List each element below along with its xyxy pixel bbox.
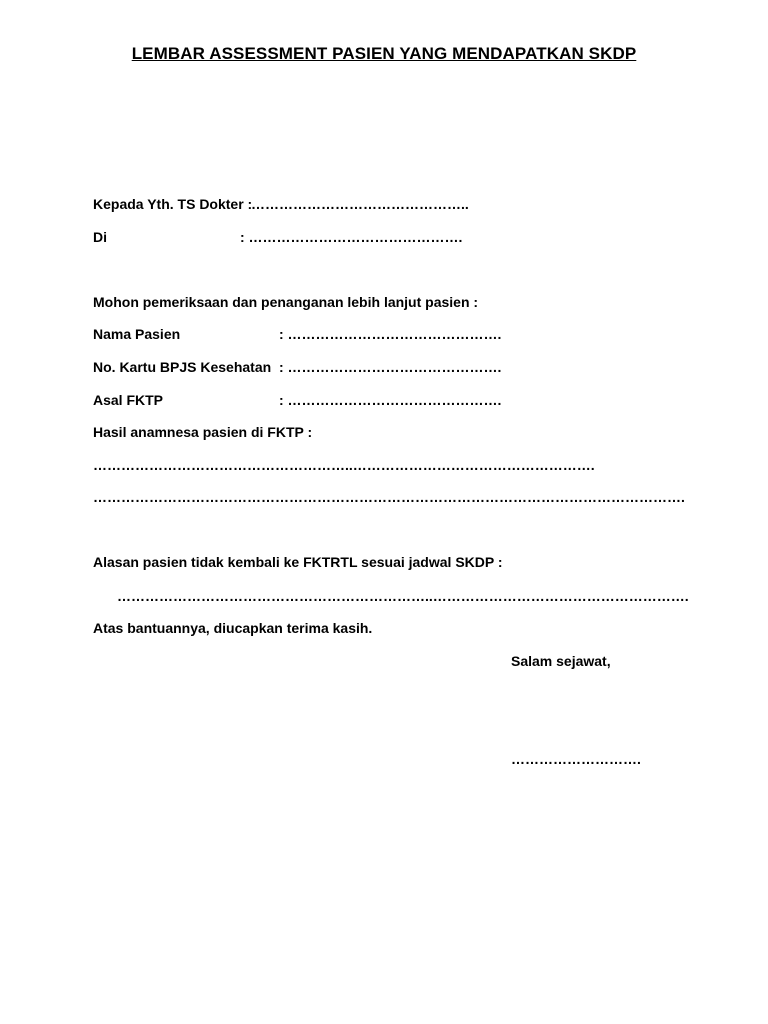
- recipient-doctor-value: ………………………………………..: [251, 196, 469, 212]
- closing-text: Atas bantuannya, diucapkan terima kasih.: [93, 620, 373, 636]
- field-label-fktp-origin: Asal FKTP: [93, 392, 164, 408]
- recipient-location-label: Di: [93, 229, 107, 245]
- anamnesis-label: Hasil anamnesa pasien di FKTP :: [93, 424, 313, 440]
- reason-label: Alasan pasien tidak kembali ke FKTRTL sesuai jadwal SKDP :: [93, 554, 503, 570]
- request-text: Mohon pemeriksaan dan penanganan lebih lanjut pasien :: [93, 294, 479, 310]
- field-value-fktp-origin: : ……………………………………….: [279, 392, 502, 408]
- salutation-text: Salam sejawat,: [511, 653, 611, 669]
- reason-line: …………………………………………………………..……………………………………………….: [117, 588, 689, 604]
- anamnesis-line-2: ……………………………………………………………………………………………………………….: [93, 489, 685, 505]
- recipient-doctor-label: Kepada Yth. TS Dokter :: [93, 196, 253, 212]
- signature-line: ……………………….: [511, 751, 641, 767]
- field-label-bpjs-card: No. Kartu BPJS Kesehatan: [93, 359, 272, 375]
- document-title: LEMBAR ASSESSMENT PASIEN YANG MENDAPATKAN SKDP: [131, 44, 637, 63]
- field-label-patient-name: Nama Pasien: [93, 326, 181, 342]
- field-value-bpjs-card: : ……………………………………….: [279, 359, 502, 375]
- recipient-location-value: : ……………………………………….: [240, 229, 463, 245]
- anamnesis-line-1: ………………………………………………..…………………………………………….: [93, 457, 595, 473]
- field-value-patient-name: : ……………………………………….: [279, 326, 502, 342]
